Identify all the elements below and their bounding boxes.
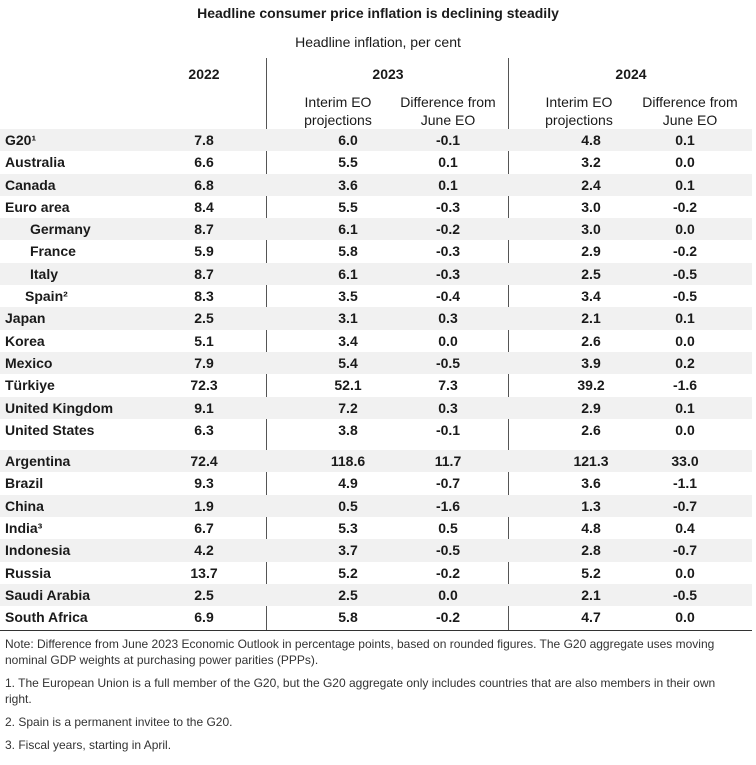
row-label: Brazil	[5, 475, 44, 492]
table-cell: -0.3	[435, 265, 461, 282]
table-cell: 2.8	[581, 542, 601, 559]
table-cell: 5.5	[338, 154, 358, 171]
table-row	[0, 606, 752, 628]
table-cell: -0.5	[672, 586, 698, 603]
header-line: projections	[304, 112, 372, 128]
table-body	[0, 129, 752, 629]
table-cell: 0.0	[675, 564, 695, 581]
table-cell: 3.2	[581, 154, 601, 171]
table-cell: 72.3	[190, 377, 218, 394]
table-row	[0, 562, 752, 584]
row-label: United Kingdom	[5, 399, 114, 416]
footnote: 1. The European Union is a full member of the G20, but the G20 aggregate only includes countries that are also members in their own right.	[5, 676, 716, 706]
table-cell: 5.1	[194, 332, 214, 349]
table-cell: 5.5	[338, 198, 358, 215]
table-cell: 3.7	[338, 542, 358, 559]
table-cell: 7.9	[194, 354, 214, 371]
table-cell: -1.6	[672, 377, 698, 394]
table-cell: 5.2	[581, 564, 601, 581]
table-cell: 0.0	[675, 154, 695, 171]
row-label: Euro area	[5, 198, 70, 215]
table-cell: -0.5	[435, 354, 461, 371]
table-row	[0, 129, 752, 151]
table-cell: 9.3	[194, 475, 214, 492]
table-cell: 11.7	[434, 453, 462, 470]
header-2024-projections	[524, 93, 634, 129]
page-title: Headline consumer price inflation is declining steadily	[197, 5, 559, 21]
footnote: 2. Spain is a permanent invitee to the G20.	[5, 715, 233, 729]
table-row	[0, 330, 752, 352]
table-row	[0, 240, 752, 262]
table-row	[0, 352, 752, 374]
table-cell: 0.3	[438, 399, 458, 416]
table-cell: 2.9	[581, 243, 601, 260]
table-cell: 3.5	[338, 288, 358, 305]
row-label: Japan	[5, 310, 46, 327]
table-cell: 9.1	[194, 399, 214, 416]
table-row	[0, 151, 752, 173]
table-cell: 5.3	[338, 520, 358, 537]
table-cell: -0.4	[435, 288, 461, 305]
table-cell: 5.4	[338, 354, 358, 371]
table-row	[0, 285, 752, 307]
table-row	[0, 584, 752, 606]
table-cell: 2.6	[581, 421, 601, 438]
table-cell: 4.2	[194, 542, 214, 559]
table-cell: 6.1	[338, 221, 358, 238]
header-line: Interim EO	[304, 94, 372, 110]
table-cell: 39.2	[577, 377, 605, 394]
row-label: Germany	[30, 221, 91, 238]
row-label: Spain²	[25, 288, 68, 305]
table-cell: 5.8	[338, 243, 358, 260]
row-label: United States	[5, 421, 95, 438]
footnote: 3. Fiscal years, starting in April.	[5, 738, 172, 752]
table-row	[0, 472, 752, 494]
row-label: Türkiye	[5, 377, 55, 394]
table-row	[0, 196, 752, 218]
table-row	[0, 307, 752, 329]
table-cell: -1.6	[435, 497, 461, 514]
header-line: June EO	[662, 112, 718, 128]
table-bottom-rule	[0, 630, 752, 631]
table-cell: 7.2	[338, 399, 358, 416]
table-cell: 3.4	[338, 332, 358, 349]
table-cell: 3.8	[338, 421, 358, 438]
table-cell: 6.7	[194, 520, 214, 537]
table-cell: 6.0	[338, 132, 358, 148]
table-cell: -0.2	[672, 198, 698, 215]
row-label: India³	[5, 520, 43, 537]
table-cell: 0.3	[438, 310, 458, 327]
table-cell: 4.9	[338, 475, 358, 492]
row-label: Russia	[5, 564, 51, 581]
table-cell: 8.7	[194, 221, 214, 238]
table-cell: 0.5	[438, 520, 458, 537]
table-cell: 1.9	[194, 497, 214, 514]
table-cell: -0.1	[435, 132, 461, 148]
table-cell: 0.1	[675, 310, 695, 327]
table-cell: 2.1	[581, 586, 601, 603]
table-cell: 0.1	[438, 154, 458, 171]
footnotes	[5, 636, 745, 760]
row-label: Canada	[5, 176, 56, 193]
row-label: Indonesia	[5, 542, 71, 559]
table-cell: 6.6	[194, 154, 214, 171]
table-cell: 3.6	[581, 475, 601, 492]
table-row	[0, 419, 752, 441]
table-cell: 8.4	[194, 198, 214, 215]
table-cell: 0.2	[675, 354, 695, 371]
table-cell: -0.5	[435, 542, 461, 559]
table-cell: 7.8	[194, 132, 214, 148]
table-cell: 0.1	[675, 176, 695, 193]
table-row	[0, 450, 752, 472]
table-cell: 3.0	[581, 221, 601, 238]
table-cell: -0.7	[672, 497, 698, 514]
row-label: South Africa	[5, 609, 88, 626]
table-cell: -0.2	[435, 564, 461, 581]
row-label: Australia	[5, 154, 65, 171]
table-cell: -0.2	[435, 221, 461, 238]
table-cell: 3.9	[581, 354, 601, 371]
table-cell: -0.7	[435, 475, 461, 492]
table-cell: 13.7	[190, 564, 218, 581]
table-row	[0, 539, 752, 561]
table-cell: 0.1	[675, 399, 695, 416]
table-cell: 0.1	[438, 176, 458, 193]
table-cell: 0.4	[675, 520, 695, 537]
table-cell: 8.7	[194, 265, 214, 282]
page-subtitle: Headline inflation, per cent	[295, 34, 461, 50]
table-cell: 5.2	[338, 564, 358, 581]
header-year-2024: 2024	[615, 66, 647, 82]
header-2023-projections	[283, 93, 393, 129]
header-line: projections	[545, 112, 613, 128]
table-cell: -0.7	[672, 542, 698, 559]
table-cell: 5.9	[194, 243, 214, 260]
table-cell: 2.4	[581, 176, 601, 193]
row-label: Argentina	[5, 453, 71, 470]
row-label: G20¹	[5, 132, 37, 148]
header-line: Difference from	[400, 94, 496, 110]
table-cell: 6.1	[338, 265, 358, 282]
table-row	[0, 263, 752, 285]
table-cell: 3.6	[338, 176, 358, 193]
table-row	[0, 517, 752, 539]
table-cell: 0.0	[675, 221, 695, 238]
table-cell: -0.3	[435, 243, 461, 260]
row-label: Italy	[30, 265, 59, 282]
table-cell: 121.3	[573, 453, 609, 470]
table-cell: 0.0	[675, 421, 695, 438]
header-year-2023: 2023	[372, 66, 404, 82]
table-row	[0, 397, 752, 419]
table-cell: 4.7	[581, 609, 601, 626]
table-cell: 118.6	[330, 453, 366, 470]
table-cell: 8.3	[194, 288, 214, 305]
table-cell: 6.3	[194, 421, 214, 438]
table-row	[0, 374, 752, 396]
table-cell: 2.1	[581, 310, 601, 327]
table-row	[0, 174, 752, 196]
header-line: Interim EO	[545, 94, 613, 110]
row-label: Saudi Arabia	[5, 586, 91, 603]
table-cell: 33.0	[671, 453, 699, 470]
table-cell: 7.3	[438, 377, 458, 394]
table-cell: 3.1	[338, 310, 358, 327]
header-line: June EO	[420, 112, 476, 128]
header-2024-difference	[632, 93, 748, 129]
table-cell: 2.5	[194, 586, 214, 603]
header-2023-difference	[390, 93, 506, 129]
header-line: Difference from	[642, 94, 738, 110]
table-cell: -0.2	[435, 609, 461, 626]
table-cell: 4.8	[581, 520, 601, 537]
table-cell: -0.5	[672, 288, 698, 305]
table-cell: 2.5	[194, 310, 214, 327]
table-cell: 2.5	[581, 265, 601, 282]
table-cell: 72.4	[190, 453, 218, 470]
row-label: Mexico	[5, 354, 53, 371]
row-label: Korea	[5, 332, 45, 349]
table-cell: 0.0	[438, 332, 458, 349]
table-cell: 6.8	[194, 176, 214, 193]
table-cell: 52.1	[334, 377, 362, 394]
table-cell: 2.9	[581, 399, 601, 416]
table-cell: 0.0	[438, 586, 458, 603]
table-cell: 3.4	[581, 288, 601, 305]
table-row	[0, 495, 752, 517]
table-cell: 0.1	[675, 132, 695, 148]
header-year-2022: 2022	[188, 66, 220, 82]
table-cell: 4.8	[581, 132, 601, 148]
table-cell: 5.8	[338, 609, 358, 626]
table-cell: 2.6	[581, 332, 601, 349]
table-cell: 1.3	[581, 497, 601, 514]
table-cell: 0.0	[675, 332, 695, 349]
table-cell: -0.3	[435, 198, 461, 215]
footnote: Note: Difference from June 2023 Economic Outlook in percentage points, based on rounded figures. The G20 aggregate uses moving nominal GDP weights at purchasing power parities (PPPs).	[5, 637, 715, 667]
table-cell: 0.0	[675, 609, 695, 626]
table-cell: 3.0	[581, 198, 601, 215]
table-cell: -0.2	[672, 243, 698, 260]
table-cell: 0.5	[338, 497, 358, 514]
table-cell: -0.5	[672, 265, 698, 282]
table-cell: -1.1	[672, 475, 698, 492]
row-label: China	[5, 497, 44, 514]
table-cell: 6.9	[194, 609, 214, 626]
row-label: France	[30, 243, 76, 260]
table-cell: 2.5	[338, 586, 358, 603]
table-cell: -0.1	[435, 421, 461, 438]
table-row	[0, 218, 752, 240]
